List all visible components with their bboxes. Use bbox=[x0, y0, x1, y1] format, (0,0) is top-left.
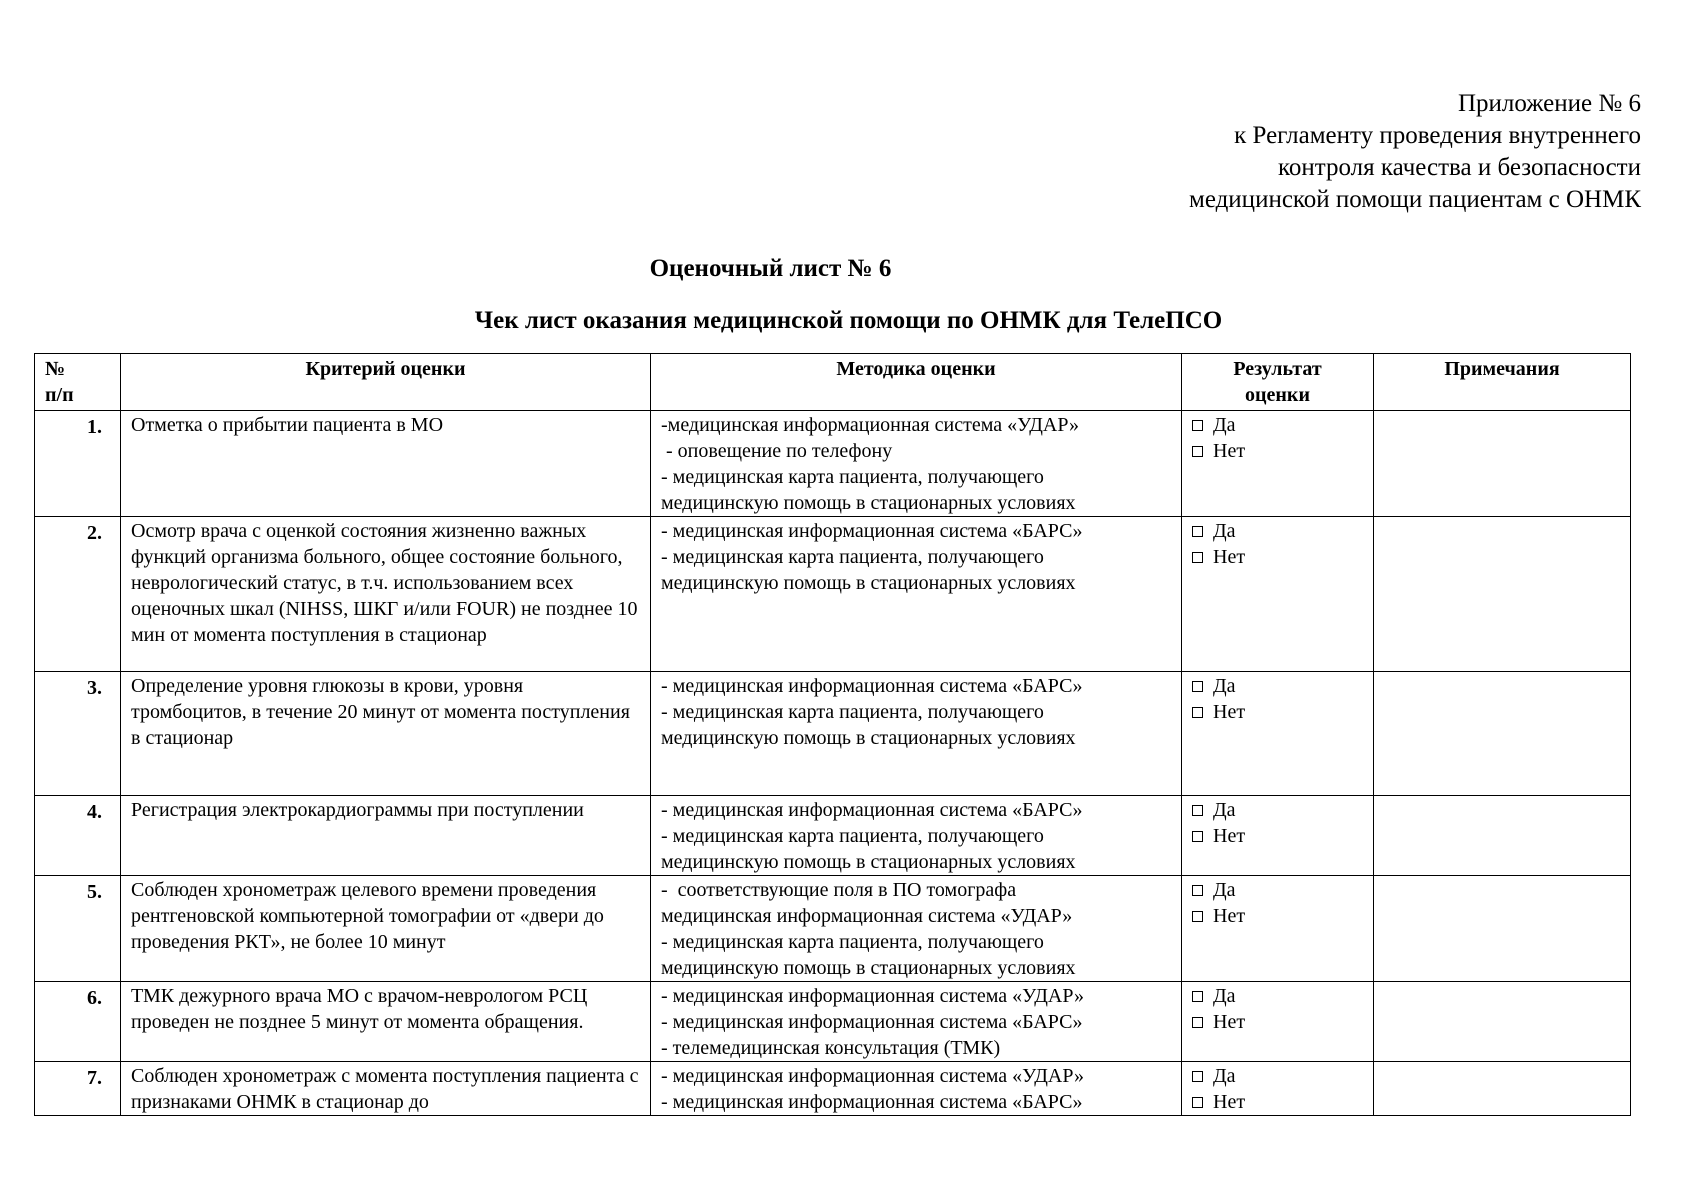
checkbox-no[interactable] bbox=[1190, 438, 1363, 464]
method-line: - медицинская информационная система «БАРС» bbox=[661, 799, 1083, 821]
checkbox-yes[interactable] bbox=[1190, 1063, 1363, 1089]
criterion-cell: Соблюден хронометраж с момента поступления пациента с признаками ОНМК в стационар до bbox=[121, 1062, 651, 1116]
method-line: медицинскую помощь в стационарных условиях bbox=[661, 851, 1076, 873]
method-line: медицинскую помощь в стационарных условиях bbox=[661, 492, 1076, 514]
method-line: -медицинская информационная система «УДАР» bbox=[661, 414, 1079, 436]
table-row bbox=[35, 672, 1631, 796]
checkbox-label: Да bbox=[1213, 1065, 1236, 1087]
checkbox-square-icon[interactable] bbox=[1192, 446, 1203, 457]
checkbox-yes[interactable] bbox=[1190, 797, 1363, 823]
checkbox-yes[interactable] bbox=[1190, 983, 1363, 1009]
criterion-cell: Соблюден хронометраж целевого времени проведения рентгеновской компьютерной томографии от «двери до проведения РКТ», не более 10 минут bbox=[121, 876, 651, 982]
checkbox-square-icon[interactable] bbox=[1192, 552, 1203, 563]
checkbox-yes[interactable] bbox=[1190, 518, 1363, 544]
checkbox-no[interactable] bbox=[1190, 544, 1363, 570]
method-line: - медицинская информационная система «УДАР» bbox=[661, 1065, 1084, 1087]
appendix-header bbox=[921, 88, 1641, 216]
method-line: медицинскую помощь в стационарных условиях bbox=[661, 957, 1076, 979]
checkbox-no[interactable] bbox=[1190, 823, 1363, 849]
table-row bbox=[35, 982, 1631, 1062]
table-row bbox=[35, 876, 1631, 982]
method-line: - телемедицинская консультация (ТМК) bbox=[661, 1037, 1001, 1059]
table-row bbox=[35, 517, 1631, 672]
checkbox-square-icon[interactable] bbox=[1192, 420, 1203, 431]
row-number: 4. bbox=[35, 796, 121, 876]
header-number-line2: п/п bbox=[45, 384, 74, 406]
checkbox-label: Нет bbox=[1213, 440, 1246, 462]
row-number: 3. bbox=[35, 672, 121, 796]
document-subtitle: Чек лист оказания медицинской помощи по ОНМК для ТелеПСО bbox=[474, 307, 1223, 334]
checkbox-no[interactable] bbox=[1190, 903, 1363, 929]
checkbox-label: Да bbox=[1213, 799, 1236, 821]
checkbox-no[interactable] bbox=[1190, 1009, 1363, 1035]
method-line: - медицинская информационная система «БАРС» bbox=[661, 1011, 1083, 1033]
criterion-cell: ТМК дежурного врача МО с врачом-неврологом РСЦ проведен не позднее 5 минут от момента обращения. bbox=[121, 982, 651, 1062]
checkbox-label: Нет bbox=[1213, 1011, 1246, 1033]
checkbox-label: Да bbox=[1213, 675, 1236, 697]
method-cell bbox=[651, 1062, 1182, 1116]
row-number: 1. bbox=[35, 411, 121, 517]
row-number: 5. bbox=[35, 876, 121, 982]
method-cell bbox=[651, 982, 1182, 1062]
method-line: - медицинская карта пациента, получающего bbox=[661, 825, 1044, 847]
method-cell bbox=[651, 672, 1182, 796]
method-line: - соответствующие поля в ПО томографа bbox=[661, 879, 1017, 901]
criterion-cell: Регистрация электрокардиограммы при поступлении bbox=[121, 796, 651, 876]
appendix-line: контроля качества и безопасности bbox=[1277, 154, 1641, 181]
appendix-line: Приложение № 6 bbox=[1457, 90, 1641, 117]
method-cell bbox=[651, 796, 1182, 876]
header-method: Методика оценки bbox=[651, 354, 1182, 411]
notes-cell[interactable] bbox=[1374, 1062, 1631, 1116]
checkbox-label: Да bbox=[1213, 520, 1236, 542]
notes-cell[interactable] bbox=[1374, 517, 1631, 672]
checklist-table bbox=[34, 353, 1631, 1116]
checkbox-square-icon[interactable] bbox=[1192, 991, 1203, 1002]
method-line: - медицинская карта пациента, получающего bbox=[661, 466, 1044, 488]
checkbox-label: Нет bbox=[1213, 825, 1246, 847]
table-row bbox=[35, 796, 1631, 876]
notes-cell[interactable] bbox=[1374, 411, 1631, 517]
method-cell bbox=[651, 876, 1182, 982]
checkbox-square-icon[interactable] bbox=[1192, 526, 1203, 537]
method-cell bbox=[651, 411, 1182, 517]
row-number: 6. bbox=[35, 982, 121, 1062]
checkbox-label: Нет bbox=[1213, 1091, 1246, 1113]
checkbox-yes[interactable] bbox=[1190, 673, 1363, 699]
notes-cell[interactable] bbox=[1374, 982, 1631, 1062]
method-line: - медицинская карта пациента, получающего bbox=[661, 546, 1044, 568]
appendix-line: медицинской помощи пациентам с ОНМК bbox=[1189, 186, 1641, 213]
header-number-line1: № bbox=[45, 358, 66, 380]
method-line: - медицинская информационная система «БАРС» bbox=[661, 675, 1083, 697]
method-line: - медицинская информационная система «БАРС» bbox=[661, 520, 1083, 542]
row-number: 7. bbox=[35, 1062, 121, 1116]
table-row bbox=[35, 411, 1631, 517]
table-header-row bbox=[35, 354, 1631, 411]
header-criterion: Критерий оценки bbox=[121, 354, 651, 411]
method-line: медицинскую помощь в стационарных условиях bbox=[661, 727, 1076, 749]
result-cell bbox=[1182, 411, 1374, 517]
checkbox-square-icon[interactable] bbox=[1192, 707, 1203, 718]
header-result-line1: Результат bbox=[1233, 358, 1322, 380]
result-cell bbox=[1182, 1062, 1374, 1116]
checkbox-no[interactable] bbox=[1190, 699, 1363, 725]
method-line: - медицинская карта пациента, получающего bbox=[661, 931, 1044, 953]
result-cell bbox=[1182, 982, 1374, 1062]
checkbox-square-icon[interactable] bbox=[1192, 1071, 1203, 1082]
result-cell bbox=[1182, 672, 1374, 796]
checkbox-square-icon[interactable] bbox=[1192, 911, 1203, 922]
checkbox-square-icon[interactable] bbox=[1192, 885, 1203, 896]
appendix-line: к Регламенту проведения внутреннего bbox=[1234, 122, 1641, 149]
header-notes: Примечания bbox=[1374, 354, 1631, 411]
checkbox-label: Да bbox=[1213, 879, 1236, 901]
result-cell bbox=[1182, 796, 1374, 876]
method-line: медицинская информационная система «УДАР» bbox=[661, 905, 1073, 927]
checkbox-label: Нет bbox=[1213, 905, 1246, 927]
header-result bbox=[1182, 354, 1374, 411]
checkbox-square-icon[interactable] bbox=[1192, 1097, 1203, 1108]
checkbox-no[interactable] bbox=[1190, 1089, 1363, 1115]
criterion-cell: Отметка о прибытии пациента в МО bbox=[121, 411, 651, 517]
checkbox-yes[interactable] bbox=[1190, 412, 1363, 438]
notes-cell[interactable] bbox=[1374, 876, 1631, 982]
method-line: - оповещение по телефону bbox=[661, 440, 893, 462]
result-cell bbox=[1182, 876, 1374, 982]
checkbox-label: Нет bbox=[1213, 701, 1246, 723]
method-line: - медицинская карта пациента, получающего bbox=[661, 701, 1044, 723]
criterion-cell: Определение уровня глюкозы в крови, уровня тромбоцитов, в течение 20 минут от момента поступления в стационар bbox=[121, 672, 651, 796]
checkbox-square-icon[interactable] bbox=[1192, 805, 1203, 816]
checkbox-yes[interactable] bbox=[1190, 877, 1363, 903]
checkbox-label: Да bbox=[1213, 414, 1236, 436]
document-title: Оценочный лист № 6 bbox=[649, 255, 892, 282]
checkbox-square-icon[interactable] bbox=[1192, 681, 1203, 692]
checkbox-label: Да bbox=[1213, 985, 1236, 1007]
notes-cell[interactable] bbox=[1374, 796, 1631, 876]
header-result-line2: оценки bbox=[1245, 384, 1310, 406]
header-number bbox=[35, 354, 121, 411]
table-row bbox=[35, 1062, 1631, 1116]
criterion-cell: Осмотр врача с оценкой состояния жизненно важных функций организма больного, общее состояние больного, неврологический статус, в т.ч. использованием всех оценочных шкал (NIHSS, ШКГ и/или FOUR) не позднее 10 мин от момента поступления в стационар bbox=[121, 517, 651, 672]
method-line: - медицинская информационная система «БАРС» bbox=[661, 1091, 1083, 1113]
method-cell bbox=[651, 517, 1182, 672]
notes-cell[interactable] bbox=[1374, 672, 1631, 796]
checkbox-square-icon[interactable] bbox=[1192, 831, 1203, 842]
checkbox-label: Нет bbox=[1213, 546, 1246, 568]
row-number: 2. bbox=[35, 517, 121, 672]
method-line: - медицинская информационная система «УДАР» bbox=[661, 985, 1084, 1007]
result-cell bbox=[1182, 517, 1374, 672]
method-line: медицинскую помощь в стационарных условиях bbox=[661, 572, 1076, 594]
checkbox-square-icon[interactable] bbox=[1192, 1017, 1203, 1028]
